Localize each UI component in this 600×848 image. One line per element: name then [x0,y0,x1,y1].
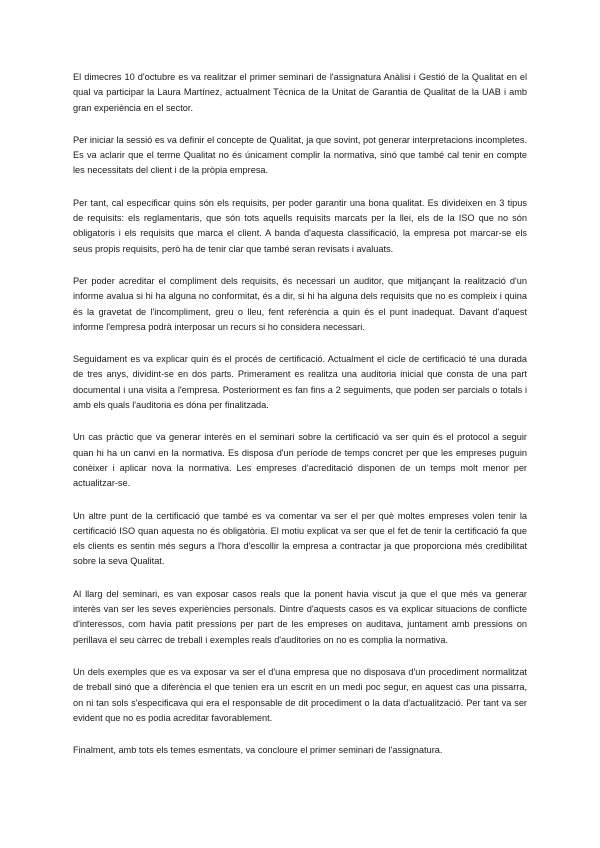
paragraph-conclusion: Finalment, amb tots els temes esmentats, va concloure el primer seminari de l'assignatura. [73,745,443,756]
paragraph-iso-motivation: Un altre punt de la certificació que també es va comentar va ser el per què moltes empreses volen tenir la certificació ISO quan aquesta no és obligatòria. El motiu explicat va ser que el fet de tenir la certificació fa que els clients es sentin més segurs a l'hora d'escollir la empresa a contractar ja que proporciona més credibilitat sobre la seva Qualitat. [73,510,527,567]
paragraph-quality-definition: Per iniciar la sessió es va definir el concepte de Qualitat, ja que sovint, pot generar interpretacions incompletes. Es va aclarir que el terme Qualitat no és únicament complir la normativa, sinó que també cal tenir en compte les necessitats del client i de la pròpia empresa. [73,134,527,176]
paragraph-auditor: Per poder acreditar el compliment dels requisits, és necessari un auditor, que mitjançant la realització d'un informe avalua si hi ha alguna no conformitat, és a dir, si hi ha alguna dels requisits que no es compleix i quina és la gravetat de l'incompliment, greu o lleu, fent referència a quin és el punt inadequat. Davant d'aquest informe l'empresa podrà interposar un recurs si ho considera necessari. [73,275,527,332]
paragraph-example: Un dels exemples que es va exposar va ser el d'una empresa que no disposava d'un procediment normalitzat de treball sinó que a diferència el que tenien era un escrit en un medi poc segur, en aquest cas una pissarra, on ni tan sols s'especificava qui era el responsable de dit procediment o la data d'actualització. Per tant va ser evident que no es podia acreditar favorablement. [73,666,527,723]
paragraph-intro: El dimecres 10 d'octubre es va realitzar el primer seminari de l'assignatura Anàlisi i Gestió de la Qualitat en el qual va participar la Laura Martínez, actualment Tècnica de la Unitat de Garantia de Qualitat de la UAB i amb gran experiència en el sector. [73,72,527,113]
paragraph-real-cases: Al llarg del seminari, es van exposar casos reals que la ponent havia viscut ja que el que més va generar interès van ser les seves experiències personals. Dintre d'aquests casos es va explicar situacions de conflicte d'interessos, com havia patit pressions per part de les empreses on auditava, juntament amb pressions on perillava el seu càrrec de treball i exemples reals d'auditories on no es complia la normativa. [73,588,527,645]
paragraph-practical-case: Un cas pràctic que va generar interès en el seminari sobre la certificació va ser quin és el protocol a seguir quan hi ha un canvi en la normativa. Es disposa d'un període de temps concret per que les empreses puguin conèixer i aplicar nova la normativa. Les empreses d'acreditació disponen de un temps molt menor per actualitzar-se. [73,432,527,489]
paragraph-certification-process: Seguidament es va explicar quin és el procés de certificació. Actualment el cicle de certificació té una durada de tres anys, dividint-se en dos parts. Primerament es realitza una auditoria inicial que consta de una part documental i una visita a l'empresa. Posteriorment es fan fins a 2 seguiments, que poden ser parcials o totals i amb els quals l'auditoria es dóna per finalitzada. [73,354,527,411]
document-page [73,70,527,775]
paragraph-requirements: Per tant, cal especificar quins són els requisits, per poder garantir una bona qualitat. Es divideixen en 3 tipus de requisits: els reglamentaris, que són tots aquells requisits marcats per la llei, els de la ISO que no són obligatoris i els requisits que marca el client. A banda d'aquesta classificació, la empresa pot marcar-se els seus propis requisits, però ha de tenir clar que també seran revisats i avaluats. [73,197,527,254]
